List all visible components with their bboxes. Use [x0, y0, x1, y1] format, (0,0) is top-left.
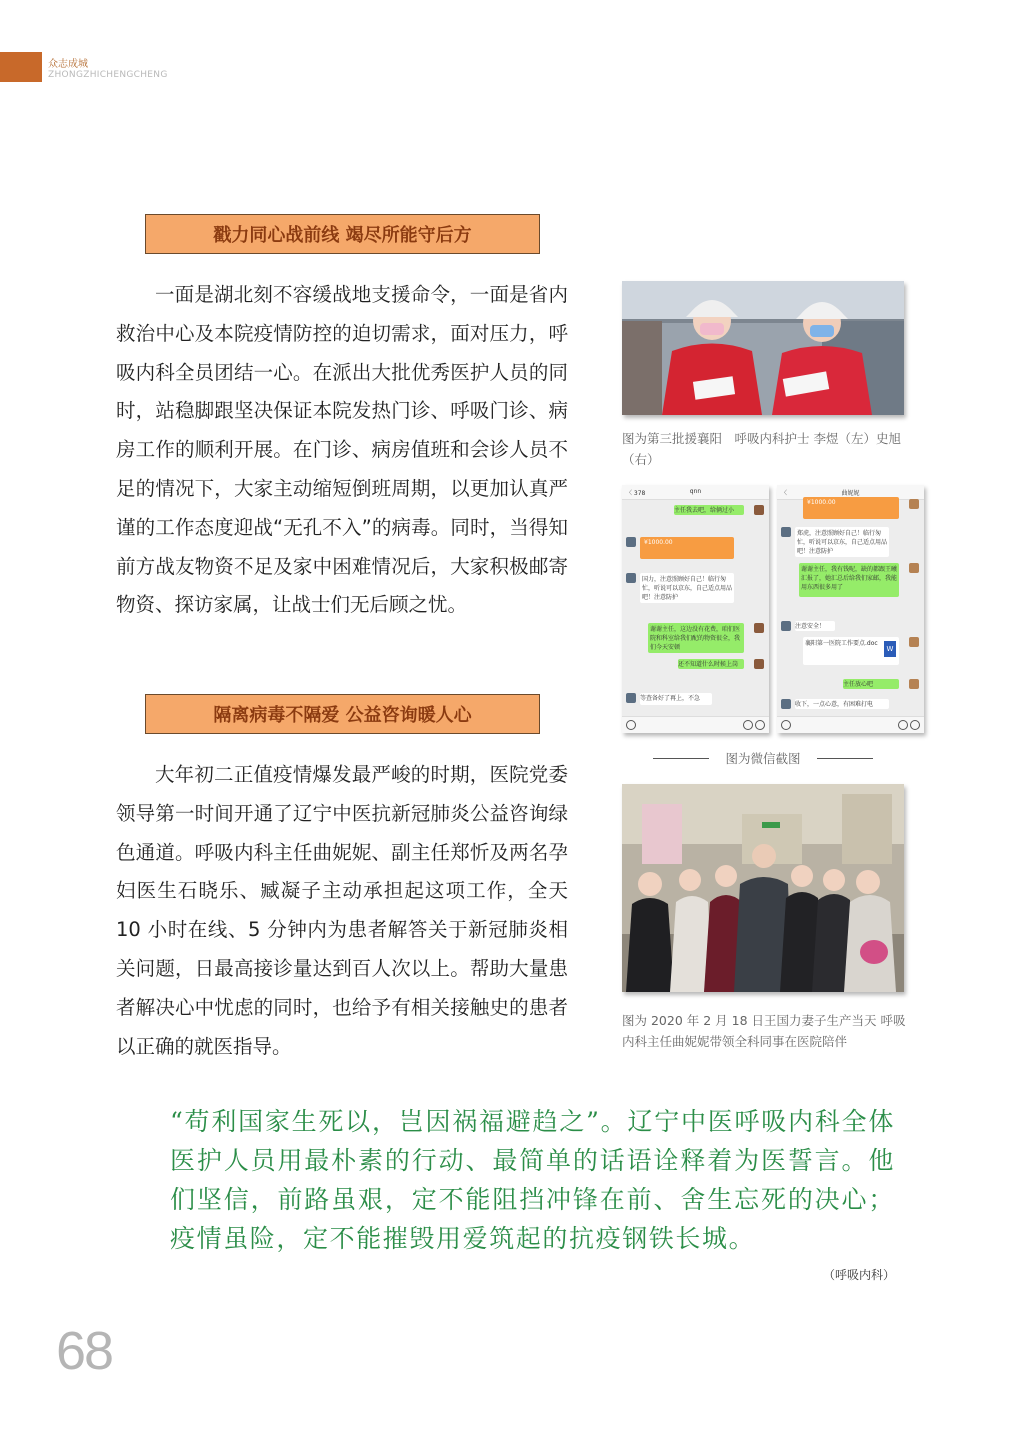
- photo1-caption: 图为第三批援襄阳 呼吸内科护士 李煜（左）史旭（右）: [622, 431, 901, 467]
- avatar: [626, 537, 636, 547]
- voice-icon: [626, 720, 636, 730]
- transfer-amount: ¥1000.00: [640, 537, 734, 559]
- avatar: [626, 693, 636, 703]
- wechat-caption: [622, 748, 904, 768]
- chat-right-inputbar: [777, 716, 924, 733]
- wechat-screenshot-right: [777, 485, 924, 733]
- avatar: [781, 621, 791, 631]
- avatar: [754, 505, 764, 515]
- avatar: [626, 573, 636, 583]
- avatar: [909, 563, 919, 573]
- back-chevron-icon: 〈: [781, 490, 788, 497]
- chat-bubble: 谢谢主任，我有钱呢，缺的都跟王曦汇报了，她汇总后给我们家邮，我能用东西很多用了: [799, 563, 899, 597]
- word-doc-icon: W: [884, 641, 896, 657]
- chat-left-topbar: [622, 485, 769, 500]
- photo-group-hospital: [622, 784, 904, 992]
- avatar: [909, 499, 919, 509]
- section2-paragraph: 大年初二正值疫情爆发最严峻的时期，医院党委领导第一时间开通了辽宁中医抗新冠肺炎公益咨询绿色通道。呼吸内科主任曲妮妮、副主任郑忻及两名孕妇医生石晓乐、臧凝子主动承担起这项工作，全天 10 小时在线、5 分钟内为患者解答关于新冠肺炎相关问题，日最高接诊量达到百人次以上。帮助大量患者解决心中忧虑的同时，也给予有相关接触史的患者以正确的就医指导。: [116, 763, 568, 1058]
- section2-heading: 隔离病毒不隔爱 公益咨询暖人心: [145, 694, 540, 734]
- avatar: [909, 679, 919, 689]
- back-chevron-icon: 〈 378: [626, 490, 646, 497]
- chat-bubble: 注意安全！: [795, 621, 835, 631]
- plus-icon: [755, 720, 765, 730]
- caption-rule-right: [817, 758, 873, 759]
- page-number: 68: [56, 1321, 113, 1381]
- voice-icon: [781, 720, 791, 730]
- avatar: [754, 659, 764, 669]
- caption-rule-left: [653, 758, 709, 759]
- wechat-caption-text: 图为微信截图: [725, 751, 801, 766]
- chat-bubble: 等查备好了再上，不急: [640, 693, 712, 705]
- photo2-caption: 图为 2020 年 2 月 18 日王国力妻子生产当天 呼吸内科主任曲妮妮带领全科同事在医院陪伴: [622, 1013, 906, 1049]
- brand-title: 众志成城: [48, 59, 88, 70]
- closing-quote: “苟利国家生死以，岂因祸福避趋之”。辽宁中医呼吸内科全体医护人员用最朴素的行动、最简单的话语诠释着为医誓言。他们坚信，前路虽艰，定不能阻挡冲锋在前、舍生忘死的决心；疫情虽险，定不能摧毁用爱筑起的抗疫钢铁长城。: [170, 1107, 895, 1253]
- chat-bubble: 主任放心吧: [843, 679, 899, 689]
- avatar: [781, 699, 791, 709]
- emoji-icon: [743, 720, 753, 730]
- wechat-screenshot-left: [622, 485, 769, 733]
- avatar: [909, 637, 919, 647]
- chat-bubble: 主任我去吧，给俩过小: [674, 505, 744, 515]
- chat-bubble: 还不知道什么时候上岗: [678, 659, 744, 669]
- chat-bubble: 国力，注意照顾好自己！临行匆忙，听说可以京东，自己适点用品吧！注意防护: [640, 573, 734, 603]
- avatar: [754, 623, 764, 633]
- file-name: 襄阳第一医院工作要点.doc: [805, 640, 878, 647]
- chat-bubble: 收下，一点心意，有困难打电: [795, 699, 889, 709]
- photo-nurses-station: [622, 281, 904, 415]
- transfer-amount: ¥1000.00: [803, 497, 899, 519]
- quote-source: （呼吸内科）: [822, 1268, 895, 1282]
- file-message: [803, 637, 899, 665]
- brand-pinyin: ZHONGZHICHENGCHENG: [48, 70, 168, 80]
- chat-left-title: qnn: [689, 488, 702, 495]
- header-accent-bar: [0, 52, 42, 82]
- plus-icon: [910, 720, 920, 730]
- chat-bubble: 谢谢主任，这边没有花费，咱们医院和科室给我们配的物资很全，我们今天安顿: [648, 623, 744, 653]
- emoji-icon: [898, 720, 908, 730]
- avatar: [781, 527, 791, 537]
- chat-bubble: 郑虎，注意照顾好自己！临行匆忙，听说可以京东，自己适点用品吧！注意防护: [795, 527, 889, 557]
- section1-heading: 戳力同心战前线 竭尽所能守后方: [145, 214, 540, 254]
- section1-paragraph: 一面是湖北刻不容缓战地支援命令，一面是省内救治中心及本院疫情防控的迫切需求，面对压力，呼吸内科全员团结一心。在派出大批优秀医护人员的同时，站稳脚跟坚决保证本院发热门诊、呼吸门诊、病房工作的顺利开展。在门诊、病房值班和会诊人员不足的情况下，大家主动缩短倒班周期，以更加认真严谨的工作态度迎战“无孔不入”的病毒。同时，当得知前方战友物资不足及家中困难情况后，大家积极邮寄物资、探访家属，让战士们无后顾之忧。: [116, 283, 568, 617]
- chat-right-title: 曲妮妮: [841, 490, 860, 497]
- chat-left-inputbar: [622, 716, 769, 733]
